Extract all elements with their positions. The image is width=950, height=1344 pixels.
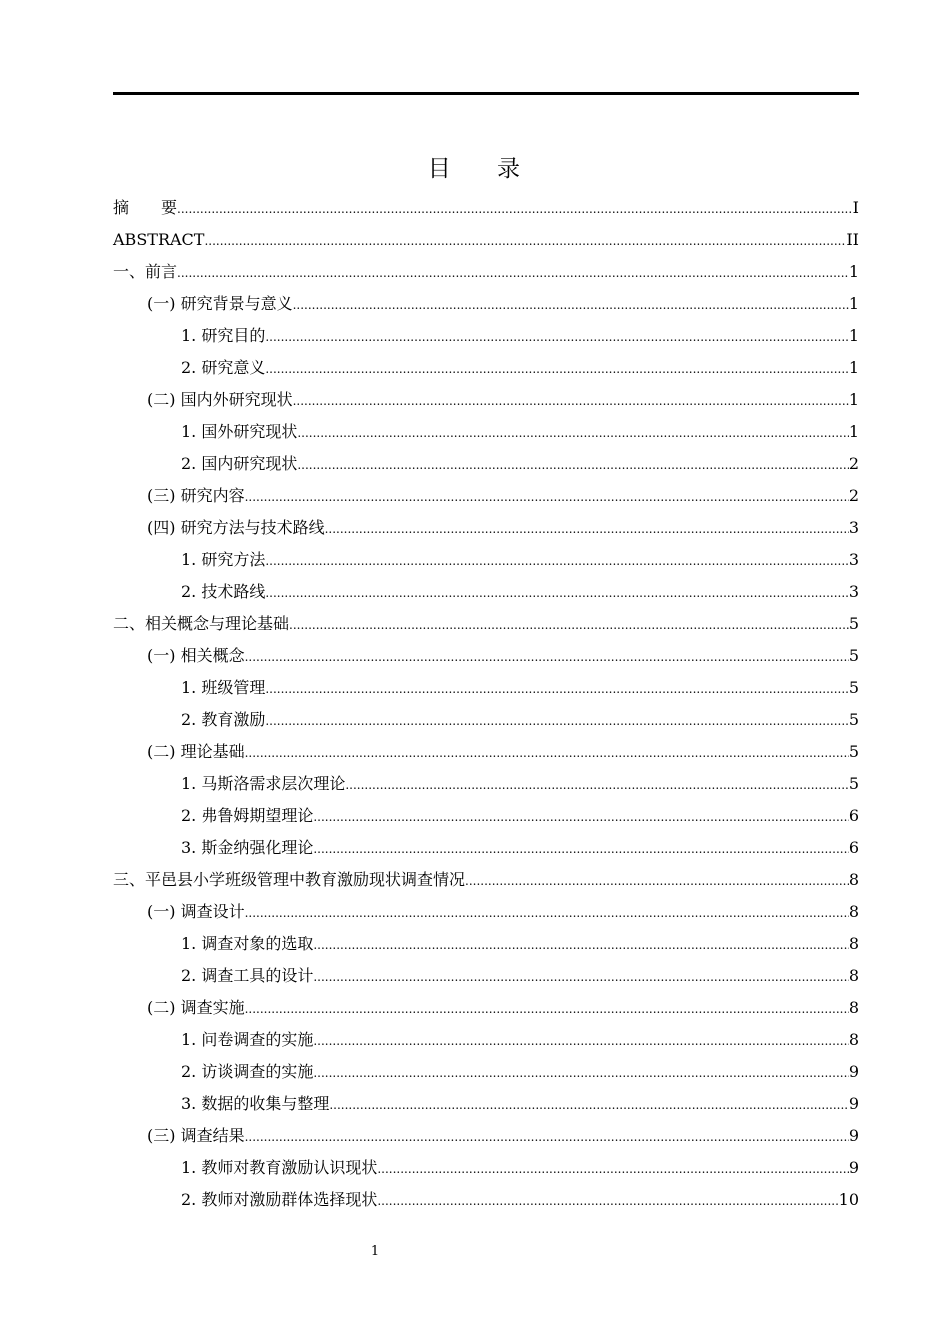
toc-entry-label: (四) 研究方法与技术路线 [147, 518, 325, 537]
toc-entry-page: 9 [848, 1094, 859, 1113]
toc-dot-leader [465, 865, 849, 897]
toc-entry-label: (二) 调查实施 [147, 998, 245, 1017]
toc-entry[interactable] [113, 1184, 859, 1216]
toc-entry[interactable] [113, 192, 859, 224]
toc-entry-label: 二、相关概念与理论基础 [113, 614, 290, 633]
header-rule [113, 92, 859, 95]
toc-entry[interactable] [113, 544, 859, 576]
toc-entry-page: 5 [848, 710, 859, 729]
toc-dot-leader [325, 513, 849, 545]
toc-entry-label: 2. 教师对激励群体选择现状 [181, 1190, 378, 1209]
toc-entry[interactable] [113, 576, 859, 608]
toc-dot-leader [313, 1057, 848, 1089]
toc-entry[interactable] [113, 1088, 859, 1120]
toc-dot-leader [245, 1121, 849, 1153]
toc-entry-label: 1. 研究目的 [181, 326, 266, 345]
toc-entry-label: 1. 教师对教育激励认识现状 [181, 1158, 378, 1177]
toc-entry-page: 1 [848, 358, 859, 377]
toc-entry-label: 1. 问卷调查的实施 [181, 1030, 314, 1049]
toc-dot-leader [377, 1185, 838, 1217]
toc-entry-label: 2. 技术路线 [181, 582, 266, 601]
toc-dot-leader [297, 449, 848, 481]
toc-entry[interactable] [113, 1152, 859, 1184]
toc-entry-page: 1 [848, 326, 859, 345]
toc-entry-label: 3. 斯金纳强化理论 [181, 838, 314, 857]
toc-entry[interactable] [113, 288, 859, 320]
toc-entry-label: (二) 国内外研究现状 [147, 390, 293, 409]
toc-title-char-2: 录 [497, 156, 523, 182]
toc-entry[interactable] [113, 960, 859, 992]
toc-entry[interactable] [113, 1024, 859, 1056]
toc-entry-page: 1 [848, 390, 859, 409]
toc-dot-leader [245, 897, 849, 929]
toc-entry-page: 8 [848, 998, 859, 1017]
toc-entry-label: 摘 要 [113, 198, 178, 217]
toc-entry-page: 1 [848, 294, 859, 313]
toc-entry-page: 8 [848, 1030, 859, 1049]
toc-entry[interactable] [113, 448, 859, 480]
toc-entry-label: (一) 相关概念 [147, 646, 245, 665]
toc-entry[interactable] [113, 800, 859, 832]
toc-entry-label: 1. 调查对象的选取 [181, 934, 314, 953]
toc-entry-page: 8 [848, 966, 859, 985]
toc-entry-page: 9 [848, 1062, 859, 1081]
toc-entry-label: 2. 国内研究现状 [181, 454, 298, 473]
toc-entry-page: 1 [848, 262, 859, 281]
toc-entry-label: 2. 教育激励 [181, 710, 266, 729]
toc-entry[interactable] [113, 480, 859, 512]
toc-entry[interactable] [113, 672, 859, 704]
toc-entry-label: (一) 研究背景与意义 [147, 294, 293, 313]
toc-entry-page: 6 [848, 806, 859, 825]
toc-dot-leader [345, 769, 848, 801]
toc-entry[interactable] [113, 896, 859, 928]
toc-entry[interactable] [113, 832, 859, 864]
toc-entry[interactable] [113, 320, 859, 352]
toc-dot-leader [313, 833, 848, 865]
toc-entry-page: 5 [848, 742, 859, 761]
toc-dot-leader [265, 673, 848, 705]
toc-entry-label: (三) 调查结果 [147, 1126, 245, 1145]
toc-dot-leader [177, 257, 849, 289]
toc-dot-leader [377, 1153, 848, 1185]
toc-dot-leader [245, 641, 849, 673]
toc-title [0, 150, 950, 183]
toc-dot-leader [204, 225, 846, 257]
toc-entry[interactable] [113, 256, 859, 288]
toc-dot-leader [293, 385, 849, 417]
toc-entry-label: (二) 理论基础 [147, 742, 245, 761]
toc-entry[interactable] [113, 224, 859, 256]
toc-dot-leader [289, 609, 849, 641]
toc-entry-page: 5 [848, 678, 859, 697]
toc-entry-page: 5 [848, 774, 859, 793]
toc-entry[interactable] [113, 512, 859, 544]
toc-dot-leader [265, 705, 848, 737]
toc-entry-page: 9 [848, 1158, 859, 1177]
toc-entry-label: 1. 班级管理 [181, 678, 266, 697]
table-of-contents [113, 192, 859, 1216]
toc-dot-leader [265, 577, 848, 609]
toc-entry[interactable] [113, 608, 859, 640]
toc-entry-page: 8 [848, 934, 859, 953]
toc-entry-label: (三) 研究内容 [147, 486, 245, 505]
toc-entry-page: 1 [848, 422, 859, 441]
toc-dot-leader [245, 993, 849, 1025]
toc-entry-label: 1. 研究方法 [181, 550, 266, 569]
toc-entry-page: 5 [848, 646, 859, 665]
toc-entry-label: 1. 马斯洛需求层次理论 [181, 774, 346, 793]
toc-entry-page: 3 [848, 518, 859, 537]
toc-dot-leader [329, 1089, 848, 1121]
toc-entry[interactable] [113, 736, 859, 768]
toc-entry-page: 5 [848, 614, 859, 633]
toc-entry-page: 2 [848, 486, 859, 505]
toc-dot-leader [265, 545, 848, 577]
toc-entry-label: 2. 弗鲁姆期望理论 [181, 806, 314, 825]
toc-entry-label: 一、前言 [113, 262, 178, 281]
toc-entry-label: 2. 研究意义 [181, 358, 266, 377]
toc-entry-page: 8 [848, 902, 859, 921]
toc-dot-leader [313, 1025, 848, 1057]
toc-entry-label: 2. 访谈调查的实施 [181, 1062, 314, 1081]
toc-entry[interactable] [113, 704, 859, 736]
toc-entry-page: 10 [838, 1190, 859, 1209]
toc-dot-leader [293, 289, 849, 321]
toc-dot-leader [265, 321, 848, 353]
toc-dot-leader [245, 481, 849, 513]
toc-entry-page: 3 [848, 550, 859, 569]
toc-entry-label: 三、平邑县小学班级管理中教育激励现状调查情况 [113, 870, 466, 889]
toc-entry[interactable] [113, 1056, 859, 1088]
toc-dot-leader [245, 737, 849, 769]
toc-entry-page: 3 [848, 582, 859, 601]
toc-entry-label: (一) 调查设计 [147, 902, 245, 921]
toc-dot-leader [313, 801, 848, 833]
toc-entry[interactable] [113, 768, 859, 800]
toc-title-char-1: 目 [427, 156, 453, 182]
toc-entry[interactable] [113, 992, 859, 1024]
toc-entry-page: 8 [848, 870, 859, 889]
page-number: 1 [370, 1244, 380, 1259]
toc-entry-label: ABSTRACT [113, 230, 205, 249]
toc-entry-page: 9 [848, 1126, 859, 1145]
toc-entry[interactable] [113, 864, 859, 896]
toc-entry[interactable] [113, 416, 859, 448]
toc-dot-leader [297, 417, 848, 449]
toc-entry[interactable] [113, 928, 859, 960]
toc-entry-page: 6 [848, 838, 859, 857]
toc-entry[interactable] [113, 352, 859, 384]
toc-entry[interactable] [113, 1120, 859, 1152]
toc-dot-leader [313, 961, 848, 993]
toc-dot-leader [177, 193, 853, 225]
toc-entry[interactable] [113, 640, 859, 672]
toc-dot-leader [265, 353, 848, 385]
toc-entry-label: 2. 调查工具的设计 [181, 966, 314, 985]
toc-entry-page: II [846, 230, 859, 249]
toc-entry[interactable] [113, 384, 859, 416]
toc-entry-page: I [852, 198, 859, 217]
toc-dot-leader [313, 929, 848, 961]
toc-entry-label: 1. 国外研究现状 [181, 422, 298, 441]
toc-entry-label: 3. 数据的收集与整理 [181, 1094, 330, 1113]
toc-entry-page: 2 [848, 454, 859, 473]
